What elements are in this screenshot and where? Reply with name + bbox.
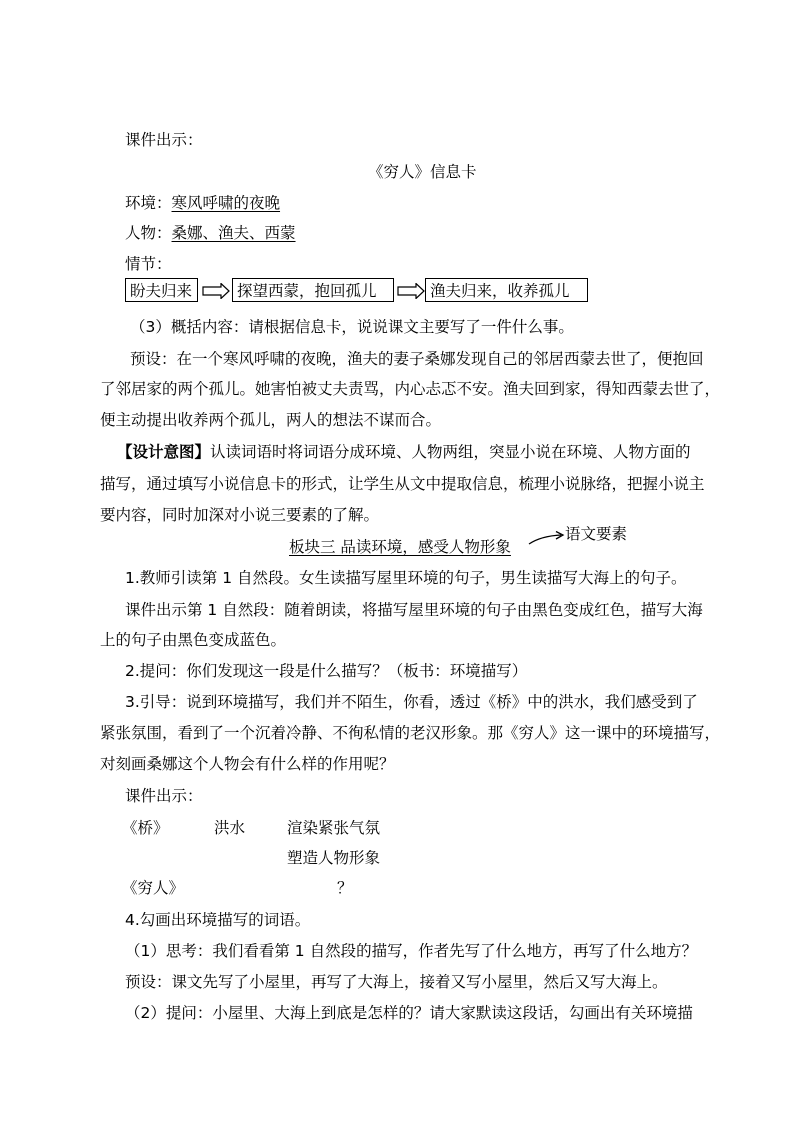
step-1: 1.教师引读第 1 自然段。女生读描写屋里环境的句子，男生读描写大海上的句子。 <box>125 569 687 587</box>
courseware-step-line-1: 课件出示第 1 自然段：随着朗读，将描写屋里环境的句子由黑色变成红色，描写大海 <box>125 601 703 619</box>
step-3-line-1: 3.引导：说到环境描写，我们并不陌生，你看，透过《桥》中的洪水，我们感受到了 <box>125 693 698 711</box>
preset-1-line-1: 预设：在一个寒风呼啸的夜晚，渔夫的妻子桑娜发现自己的邻居西蒙去世了，便抱回 <box>130 350 704 368</box>
preset-2: 预设：课文先写了小屋里，再写了大海上，接着又写小屋里，然后又写大海上。 <box>125 973 668 991</box>
characters-row <box>125 223 296 243</box>
step-3-line-3: 对刻画桑娜这个人物会有什么样的作用呢？ <box>100 755 395 773</box>
courseware-step-line-2: 上的句子由黑色变成蓝色。 <box>100 631 287 649</box>
characters-label: 人物： <box>125 224 172 242</box>
preset-1-line-2: 了邻居家的两个孤儿。她害怕被丈夫责骂，内心忐忑不安。渔夫回到家，得知西蒙去世了， <box>100 380 721 398</box>
table-row-2-effect: 塑造人物形象 <box>287 849 381 867</box>
plot-box-2: 探望西蒙，抱回孤儿 <box>232 278 394 302</box>
table-row-1-effect: 渲染紧张气氛 <box>287 819 381 837</box>
plot-box-3: 渔夫归来，收养孤儿 <box>425 278 588 302</box>
design-intent-line-2: 描写，通过填写小说信息卡的形式，让学生从文中提取信息，梳理小说脉络，把握小说主 <box>100 475 705 493</box>
preset-1-line-3: 便主动提出收养两个孤儿，两人的想法不谋而合。 <box>100 411 442 429</box>
curved-arrow-icon <box>527 530 567 548</box>
environment-value: 寒风呼啸的夜晚 <box>171 194 281 212</box>
design-intent-text: 认读词语时将词语分成环境、人物两组，突显小说在环境、人物方面的 <box>210 443 691 461</box>
right-arrow-icon <box>397 283 425 299</box>
table-row-3-work: 《穷人》 <box>122 879 185 897</box>
step-2: 2.提问：你们发现这一段是什么描写？（板书：环境描写） <box>125 662 528 680</box>
design-intent-line-1 <box>117 442 691 462</box>
courseware-label-2: 课件出示： <box>125 787 203 805</box>
table-row-3-question: ？ <box>337 879 353 897</box>
section-title: 板块三 品读环境，感受人物形象 <box>289 538 511 556</box>
question-2: （2）提问：小屋里、大海上到底是怎样的？请大家默读这段话，勾画出有关环境描 <box>125 1004 693 1022</box>
summary-task: （3）概括内容：请根据信息卡，说说课文主要写了一件什么事。 <box>130 318 574 336</box>
environment-label: 环境： <box>125 194 172 212</box>
step-3-line-2: 紧张氛围，看到了一个沉着冷静、不徇私情的老汉形象。那《穷人》这一课中的环境描写， <box>100 724 721 742</box>
right-arrow-icon <box>202 283 230 299</box>
design-intent-line-3: 要内容，同时加深对小说三要素的了解。 <box>100 506 380 524</box>
plot-label: 情节： <box>125 255 172 273</box>
side-note: 语文要素 <box>565 525 628 543</box>
environment-row <box>125 193 280 213</box>
table-row-1-work: 《桥》 <box>122 819 169 837</box>
step-4: 4.勾画出环境描写的词语。 <box>125 911 311 929</box>
characters-value: 桑娜、渔夫、西蒙 <box>171 224 296 242</box>
table-row-1-element: 洪水 <box>214 819 246 837</box>
plot-box-1: 盼夫归来 <box>125 278 198 302</box>
question-1: （1）思考：我们看看第 1 自然段的描写，作者先写了什么地方，再写了什么地方？ <box>125 942 698 960</box>
info-card-title: 《穷人》信息卡 <box>368 163 477 181</box>
courseware-label: 课件出示： <box>125 131 203 149</box>
design-intent-label: 【设计意图】 <box>117 443 211 461</box>
